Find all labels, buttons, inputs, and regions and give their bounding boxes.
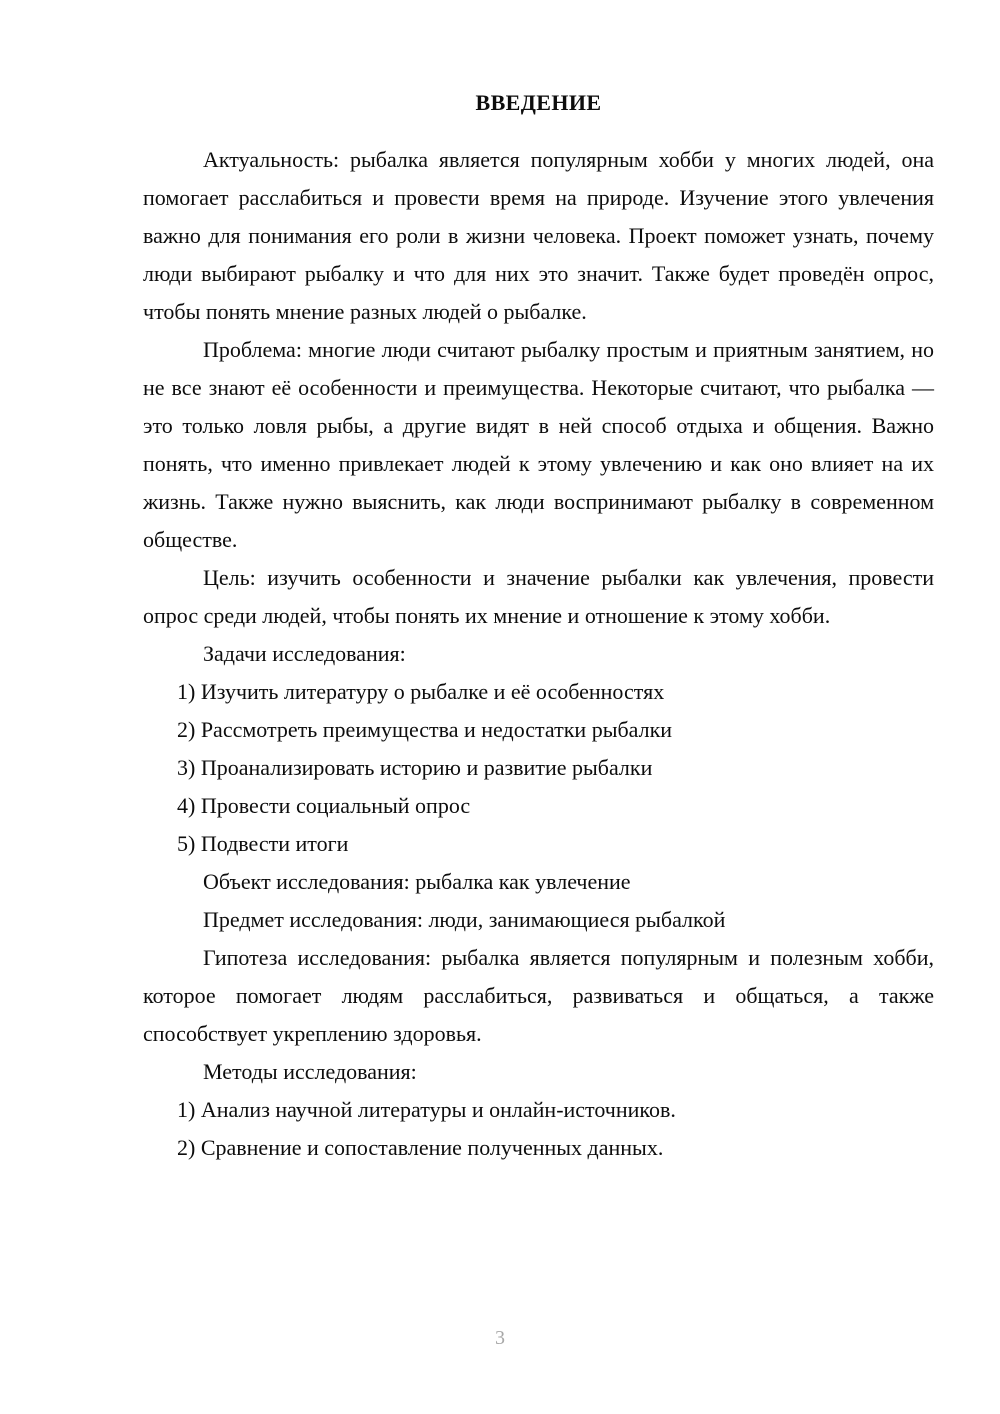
page-title: ВВЕДЕНИЕ — [475, 90, 602, 115]
tasks-heading: Задачи исследования: — [203, 641, 406, 666]
object-of-research: Объект исследования: рыбалка как увлечение — [203, 869, 631, 894]
paragraph-relevance: Актуальность: рыбалка является популярным хобби у многих людей, она помогает расслабиться и провести время на природе. Изучение этого увлечения важно для понимания его роли в жизни человека. Проект поможет узнать, почему люди выбирают рыбалку и что для них это значит. Также будет проведён опрос, чтобы понять мнение разных людей о рыбалке. — [143, 147, 934, 324]
paragraph-hypothesis: Гипотеза исследования: рыбалка является популярным и полезным хобби, которое помогает людям расслабиться, развиваться и общаться, а также способствует укреплению здоровья. — [143, 945, 934, 1046]
list-item: 4) Провести социальный опрос — [177, 793, 471, 818]
tasks-list — [143, 673, 934, 863]
list-item: 1) Анализ научной литературы и онлайн-источников. — [177, 1097, 676, 1122]
methods-heading: Методы исследования: — [203, 1059, 417, 1084]
list-item: 3) Проанализировать историю и развитие рыбалки — [177, 755, 653, 780]
methods-list — [143, 1091, 934, 1167]
page-number: 3 — [495, 1327, 505, 1349]
list-item: 5) Подвести итоги — [177, 831, 349, 856]
subject-of-research: Предмет исследования: люди, занимающиеся рыбалкой — [203, 907, 726, 932]
list-item: 1) Изучить литературу о рыбалке и её особенностях — [177, 679, 665, 704]
paragraph-goal: Цель: изучить особенности и значение рыбалки как увлечения, провести опрос среди людей, чтобы понять их мнение и отношение к этому хобби. — [143, 565, 934, 628]
list-item: 2) Рассмотреть преимущества и недостатки рыбалки — [177, 717, 673, 742]
list-item: 2) Сравнение и сопоставление полученных данных. — [177, 1135, 664, 1160]
document-body — [143, 86, 934, 1167]
paragraph-problem: Проблема: многие люди считают рыбалку простым и приятным занятием, но не все знают её особенности и преимущества. Некоторые считают, что рыбалка — это только ловля рыбы, а другие видят в ней способ отдыха и общения. Важно понять, что именно привлекает людей к этому увлечению и как оно влияет на их жизнь. Также нужно выяснить, как люди воспринимают рыбалку в современном обществе. — [143, 337, 934, 552]
